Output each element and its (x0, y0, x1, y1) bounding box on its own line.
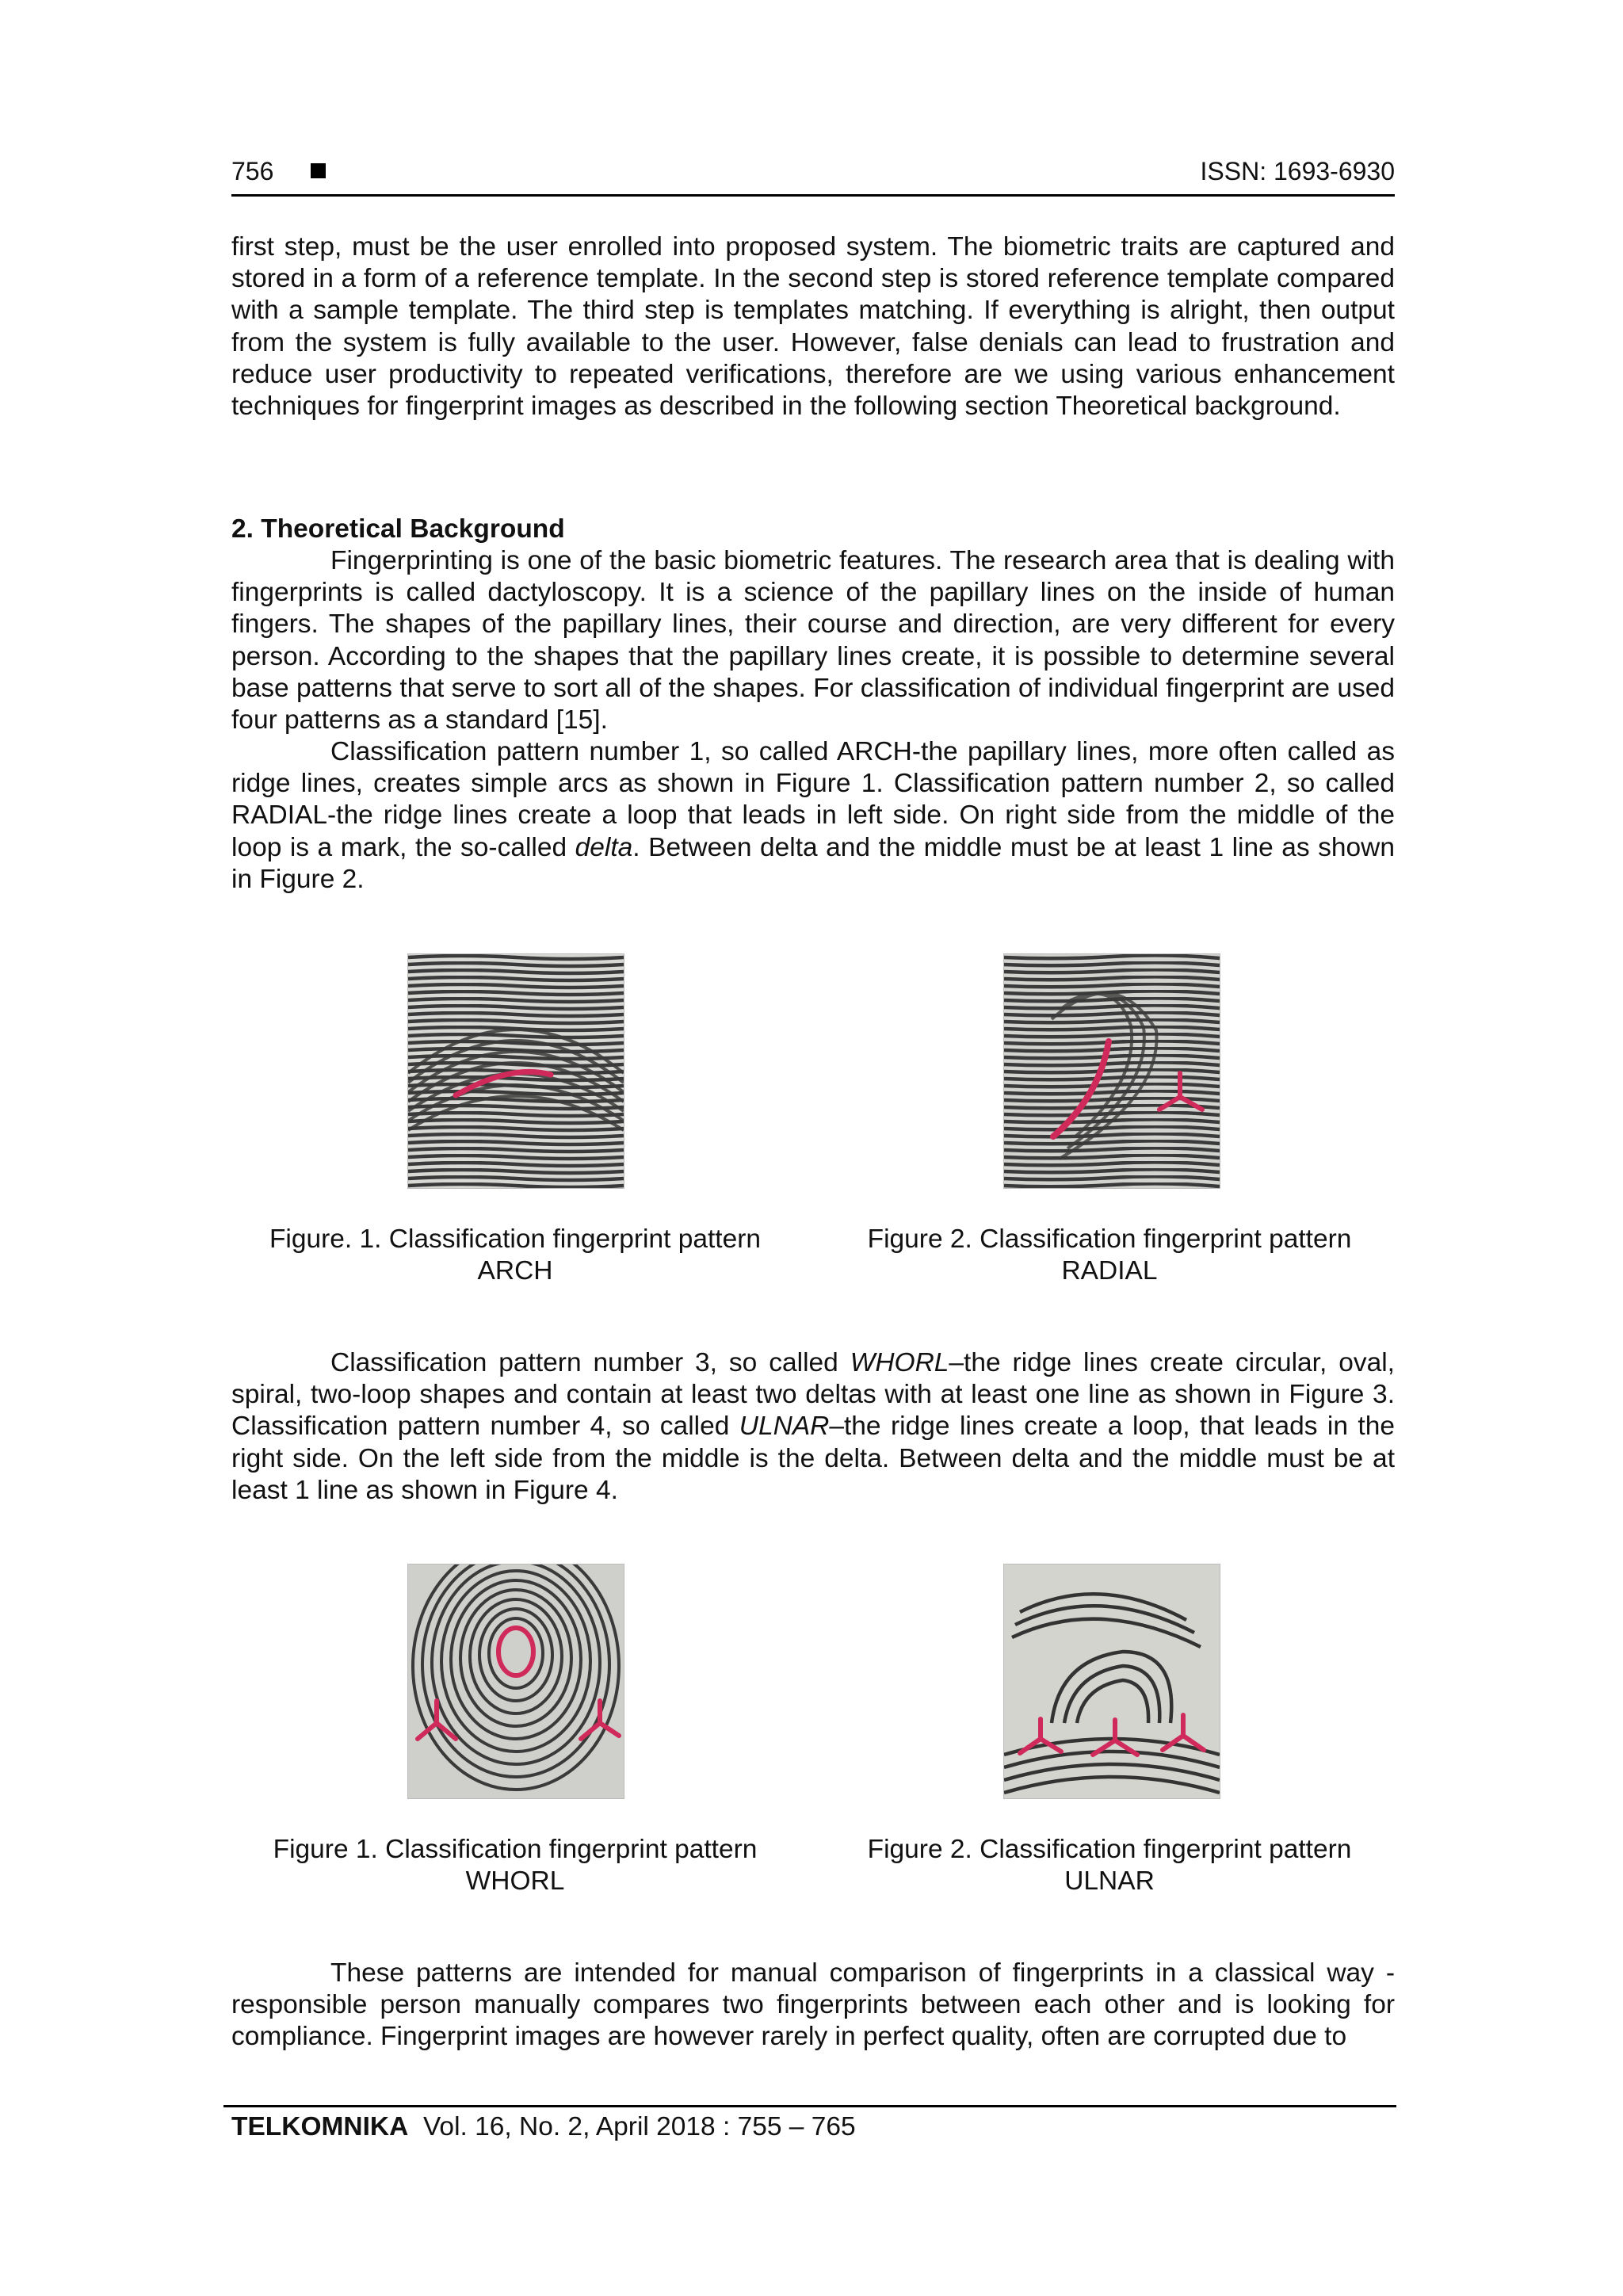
page-footer (231, 2110, 856, 2145)
figure-3-caption (230, 1834, 800, 1897)
figure-1-caption-line1: Figure. 1. Classification fingerprint pattern (269, 1224, 762, 1254)
header-square-bullet-icon (311, 163, 326, 178)
figure-2-caption-line2: RADIAL (1061, 1256, 1158, 1286)
para3-text-c: –the ridge lines create a loop, that leads in the right side. On the left side from the middle is the delta. Between delta and the middle must be at least 1 line as shown in Figure 4. (231, 1412, 1395, 1505)
citation-info: Vol. 16, No. 2, April 2018 : 755 – 765 (422, 2112, 856, 2141)
journal-name: TELKOMNIKA (231, 2112, 409, 2141)
section-heading: 2. Theoretical Background (231, 514, 565, 544)
body-paragraph-1: Fingerprinting is one of the basic biometric features. The research area that is dealing with fingerprints is called dactyloscopy. It is a science of the papillary lines on the inside of human fingers. The shapes of the papillary lines, their course and direction, are very different for every person. According to the shapes that the papillary lines create, it is possible to determine several base patterns that serve to sort all of the shapes. For classification of individual fingerprint are used four patterns as a standard [15]. (231, 546, 1395, 735)
header-rule (231, 194, 1395, 197)
figure-4-caption-line1: Figure 2. Classification fingerprint pattern (867, 1835, 1352, 1864)
whorl-fingerprint-image (407, 1564, 624, 1799)
page-number: 756 (231, 157, 274, 185)
figure-2-caption-line1: Figure 2. Classification fingerprint pattern (867, 1224, 1352, 1254)
para3-text-b: –the ridge lines create circular, oval, spiral, two-loop shapes and contain at least two deltas with at least one line as shown in Figure 3. Classification pattern number 4, so called (231, 1348, 1395, 1442)
page-header (231, 155, 1395, 195)
figure-2-caption (824, 1224, 1395, 1287)
figure-4-caption-line2: ULNAR (1064, 1866, 1155, 1897)
whorl-term: WHORL (850, 1348, 949, 1377)
figure-3-caption-line1: Figure 1. Classification fingerprint pattern (273, 1835, 758, 1864)
issn-label: ISSN: 1693-6930 (1200, 157, 1395, 185)
radial-fingerprint-image (1003, 953, 1220, 1189)
ulnar-term: ULNAR (739, 1412, 830, 1442)
body-paragraph-3 (231, 1347, 1395, 1507)
footer-rule (223, 2105, 1396, 2107)
arch-fingerprint-image (407, 953, 624, 1189)
body-paragraph-2 (231, 736, 1395, 896)
figure-3-caption-line2: WHORL (465, 1866, 565, 1897)
figure-4-caption (824, 1834, 1395, 1897)
para2-text-b: . Between delta and the middle must be at least 1 line as shown in Figure 2. (231, 832, 1396, 894)
figure-1-caption (230, 1224, 800, 1287)
intro-paragraph: first step, must be the user enrolled into proposed system. The biometric traits are captured and stored in a form of a reference template. In the second step is stored reference template compared with a sample template. The third step is templates matching. If everything is alright, then output from the system is fully available to the user. However, false denials can lead to frustration and reduce user productivity to repeated verifications, therefore are we using various enhancement techniques for fingerprint images as described in the following section Theoretical background. (231, 232, 1395, 422)
figure-1-caption-line2: ARCH (477, 1256, 553, 1286)
ulnar-fingerprint-image (1003, 1564, 1220, 1799)
body-paragraph-4: These patterns are intended for manual comparison of fingerprints in a classical way - responsible person manually compares two fingerprints between each other and is looking for compliance. Fingerprint images are however rarely in perfect quality, often are corrupted due to (231, 1958, 1395, 2052)
para2-text-a: Classification pattern number 1, so called ARCH-the papillary lines, more often called as ridge lines, creates simple arcs as shown in Figure 1. Classification pattern number 2, so called RADIAL-the ridge lines create a loop that leads in left side. On right side from the middle of the loop is a mark, the so-called (231, 737, 1395, 862)
para3-text-a: Classification pattern number 3, so called (330, 1348, 850, 1377)
delta-term: delta (575, 832, 633, 862)
